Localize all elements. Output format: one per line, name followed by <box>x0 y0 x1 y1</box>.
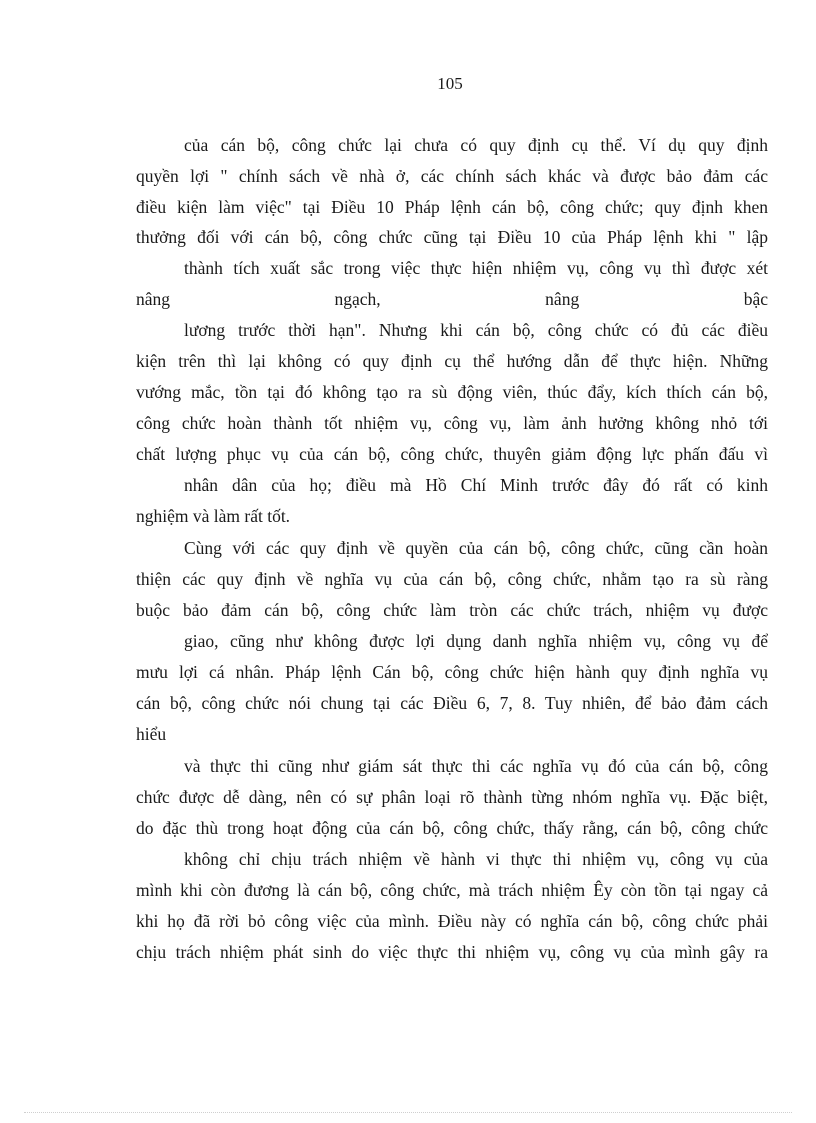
text-line: buộc bảo đảm cán bộ, công chức làm tròn các chức trách, nhiệm vụ được <box>136 600 768 620</box>
text-line: mưu lợi cá nhân. Pháp lệnh Cán bộ, công chức hiện hành quy định nghĩa vụ <box>136 662 768 682</box>
text-line: kiện trên thì lại không có quy định cụ thể hướng dẫn để thực hiện. Những <box>136 351 768 371</box>
text-line: thành tích xuất sắc trong việc thực hiện nhiệm vụ, công vụ thì được xét <box>184 258 768 278</box>
text-line: công chức hoàn thành tốt nhiệm vụ, công vụ, làm ảnh hưởng không nhỏ tới <box>136 413 768 433</box>
text-line: thiện các quy định về nghĩa vụ của cán bộ, công chức, nhằm tạo ra sù ràng <box>136 569 768 589</box>
text-line: nâng ngạch, nâng bậc <box>136 289 768 309</box>
text-line: lương trước thời hạn". Nhưng khi cán bộ, công chức có đủ các điều <box>184 320 768 340</box>
footer-divider <box>24 1112 792 1113</box>
text-line: chịu trách nhiệm phát sinh do việc thực thi nhiệm vụ, công vụ của mình gây ra <box>136 942 768 962</box>
text-line: thưởng đối với cán bộ, công chức cũng tại Điều 10 của Pháp lệnh khi " lập <box>136 227 768 247</box>
text-line: cán bộ, công chức nói chung tại các Điều 6, 7, 8. Tuy nhiên, để bảo đảm cách <box>136 693 768 713</box>
text-line: khi họ đã rời bỏ công việc của mình. Điều này có nghĩa cán bộ, công chức phải <box>136 911 768 931</box>
text-line: chức được dễ dàng, nên có sự phân loại rõ thành từng nhóm nghĩa vụ. Đặc biệt, <box>136 787 768 807</box>
text-line: Cùng với các quy định về quyền của cán bộ, công chức, cũng cần hoàn <box>184 538 768 558</box>
text-line: và thực thi cũng như giám sát thực thi các nghĩa vụ đó của cán bộ, công <box>184 756 768 776</box>
text-line: điều kiện làm việc" tại Điều 10 Pháp lệnh cán bộ, công chức; quy định khen <box>136 197 768 217</box>
text-line: nghiệm và làm rất tốt. <box>136 506 291 526</box>
text-line: quyền lợi " chính sách về nhà ở, các chính sách khác và được bảo đảm các <box>136 166 768 186</box>
text-line: nhân dân của họ; điều mà Hồ Chí Minh trước đây đó rất có kinh <box>184 475 768 495</box>
text-line: không chỉ chịu trách nhiệm về hành vi thực thi nhiệm vụ, công vụ của <box>184 849 768 869</box>
text-line: hiểu <box>136 724 167 744</box>
page-number: 105 <box>437 74 463 93</box>
text-line: của cán bộ, công chức lại chưa có quy định cụ thể. Ví dụ quy định <box>184 135 768 155</box>
text-line: mình khi còn đương là cán bộ, công chức, mà trách nhiệm Êy còn tồn tại ngay cả <box>136 880 768 900</box>
text-line: chất lượng phục vụ của cán bộ, công chức, thuyên giảm động lực phấn đấu vì <box>136 444 768 464</box>
text-line: do đặc thù trong hoạt động của cán bộ, công chức, thấy rằng, cán bộ, công chức <box>136 818 768 838</box>
text-line: giao, cũng như không được lợi dụng danh nghĩa nhiệm vụ, công vụ để <box>184 631 768 651</box>
text-line: vướng mắc, tồn tại đó không tạo ra sù động viên, thúc đẩy, kích thích cán bộ, <box>136 382 768 402</box>
